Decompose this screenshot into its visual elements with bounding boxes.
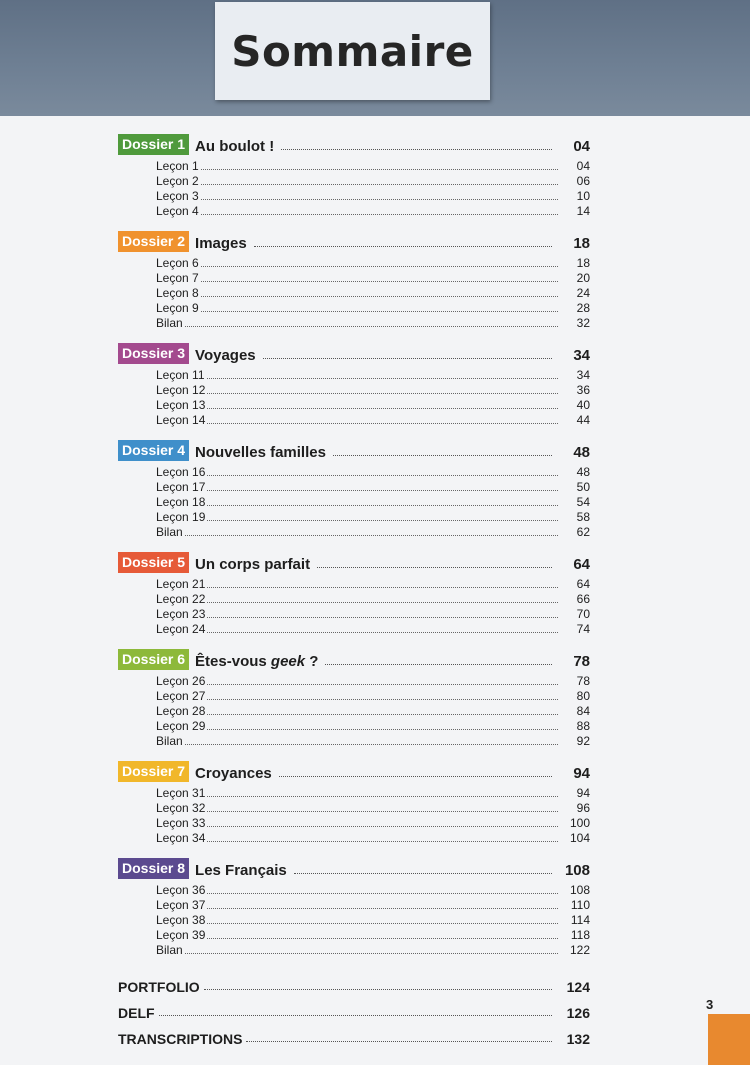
lesson-entry[interactable] — [156, 188, 590, 203]
dot-leader — [207, 938, 558, 939]
lesson-page-number: 110 — [570, 898, 590, 912]
lesson-name: Leçon 12 — [156, 383, 206, 397]
lesson-list — [118, 882, 590, 957]
lesson-page-number: 28 — [576, 301, 590, 315]
dossier-title: Un corps parfait — [195, 556, 311, 573]
lesson-entry[interactable] — [156, 733, 590, 748]
dossier-section — [118, 133, 590, 218]
dossier-title: Voyages — [195, 347, 256, 364]
lesson-page-number: 24 — [576, 286, 590, 300]
lesson-name: Leçon 4 — [156, 204, 199, 218]
lesson-page-number: 54 — [576, 495, 590, 509]
lesson-entry[interactable] — [156, 591, 590, 606]
lesson-name: Bilan — [156, 943, 183, 957]
dossier-section — [118, 760, 590, 845]
dot-leader — [185, 953, 558, 954]
dossier-title-part: Êtes-vous — [195, 653, 271, 670]
lesson-page-number: 58 — [576, 510, 590, 524]
lesson-page-number: 48 — [576, 465, 590, 479]
dot-leader — [207, 520, 558, 521]
dot-leader — [185, 326, 558, 327]
lesson-page-number: 108 — [569, 883, 590, 897]
dossier-badge: Dossier 4 — [118, 440, 189, 461]
dot-leader — [207, 796, 558, 797]
dossier-badge: Dossier 1 — [118, 134, 189, 155]
lesson-list — [118, 673, 590, 748]
lesson-page-number: 104 — [569, 831, 590, 845]
lesson-list — [118, 785, 590, 845]
lesson-name: Leçon 32 — [156, 801, 206, 815]
lesson-entry[interactable] — [156, 576, 590, 591]
lesson-name: Leçon 1 — [156, 159, 199, 173]
dossier-title-part: ? — [305, 653, 319, 670]
lesson-page-number: 20 — [576, 271, 590, 285]
dossier-badge: Dossier 8 — [118, 858, 189, 879]
dossier-title: Au boulot ! — [195, 138, 275, 155]
lesson-name: Leçon 26 — [156, 674, 206, 688]
dossier-title: Les Français — [195, 862, 287, 879]
lesson-page-number: 64 — [576, 577, 590, 591]
lesson-page-number: 74 — [576, 622, 590, 636]
lesson-entry[interactable] — [156, 173, 590, 188]
back-matter-page-number: 126 — [566, 1005, 590, 1021]
back-matter-entry[interactable] — [118, 995, 590, 1021]
lesson-page-number: 78 — [576, 674, 590, 688]
lesson-list — [118, 464, 590, 539]
dossier-page-number: 18 — [573, 235, 590, 252]
page-number: 3 — [706, 997, 714, 1012]
dot-leader — [325, 664, 552, 665]
dossier-page-number: 48 — [573, 444, 590, 461]
back-matter-label: PORTFOLIO — [118, 979, 200, 995]
lesson-name: Leçon 18 — [156, 495, 206, 509]
dot-leader — [333, 455, 552, 456]
dot-leader — [207, 729, 558, 730]
dot-leader — [207, 423, 558, 424]
lesson-name: Leçon 9 — [156, 301, 199, 315]
lesson-entry[interactable] — [156, 882, 590, 897]
dossier-section — [118, 439, 590, 539]
dot-leader — [207, 505, 558, 506]
lesson-entry[interactable] — [156, 494, 590, 509]
lesson-name: Leçon 17 — [156, 480, 206, 494]
lesson-name: Leçon 21 — [156, 577, 206, 591]
lesson-page-number: 100 — [569, 816, 590, 830]
lesson-entry[interactable] — [156, 927, 590, 942]
lesson-page-number: 40 — [576, 398, 590, 412]
dot-leader — [201, 169, 558, 170]
dossier-title — [195, 653, 321, 670]
lesson-page-number: 62 — [576, 525, 590, 539]
dossier-page-number: 108 — [564, 862, 590, 879]
dossier-page-number: 64 — [573, 556, 590, 573]
lesson-entry[interactable] — [156, 300, 590, 315]
dot-leader — [201, 184, 558, 185]
back-matter-entry[interactable] — [118, 969, 590, 995]
dot-leader — [204, 989, 552, 990]
lesson-page-number: 88 — [576, 719, 590, 733]
dot-leader — [207, 811, 558, 812]
dot-leader — [207, 602, 558, 603]
dossier-title-emphasis: geek — [270, 653, 306, 670]
dot-leader — [279, 776, 552, 777]
lesson-page-number: 50 — [576, 480, 590, 494]
lesson-page-number: 66 — [576, 592, 590, 606]
dot-leader — [281, 149, 552, 150]
dossier-badge: Dossier 5 — [118, 552, 189, 573]
table-of-contents — [118, 133, 590, 1047]
lesson-entry[interactable] — [156, 942, 590, 957]
lesson-list — [118, 158, 590, 218]
lesson-page-number: 122 — [569, 943, 590, 957]
lesson-page-number: 118 — [570, 928, 590, 942]
back-matter-label: TRANSCRIPTIONS — [118, 1031, 243, 1047]
lesson-entry[interactable] — [156, 464, 590, 479]
dot-leader — [263, 358, 552, 359]
dossier-heading[interactable] — [118, 342, 590, 364]
page-title: Sommaire — [231, 26, 474, 76]
back-matter-page-number: 124 — [566, 979, 590, 995]
lesson-name: Leçon 14 — [156, 413, 206, 427]
dossier-badge: Dossier 7 — [118, 761, 189, 782]
lesson-page-number: 114 — [570, 913, 590, 927]
lesson-entry[interactable] — [156, 912, 590, 927]
dossier-title: Nouvelles familles — [195, 444, 326, 461]
lesson-name: Leçon 13 — [156, 398, 206, 412]
lesson-page-number: 06 — [576, 174, 590, 188]
dossier-section — [118, 551, 590, 636]
dot-leader — [246, 1041, 552, 1042]
lesson-entry[interactable] — [156, 606, 590, 621]
lesson-page-number: 44 — [576, 413, 590, 427]
lesson-page-number: 04 — [576, 159, 590, 173]
lesson-page-number: 14 — [576, 204, 590, 218]
lesson-name: Leçon 39 — [156, 928, 206, 942]
dot-leader — [207, 617, 558, 618]
dot-leader — [207, 714, 558, 715]
lesson-name: Leçon 22 — [156, 592, 206, 606]
lesson-page-number: 84 — [576, 704, 590, 718]
dot-leader — [201, 266, 558, 267]
lesson-entry[interactable] — [156, 397, 590, 412]
dossier-title: Croyances — [195, 765, 272, 782]
lesson-entry[interactable] — [156, 270, 590, 285]
lesson-page-number: 96 — [576, 801, 590, 815]
dot-leader — [207, 923, 558, 924]
lesson-name: Leçon 2 — [156, 174, 199, 188]
back-matter-label: DELF — [118, 1005, 155, 1021]
lesson-name: Leçon 28 — [156, 704, 206, 718]
dot-leader — [207, 632, 558, 633]
lesson-entry[interactable] — [156, 479, 590, 494]
dossier-badge: Dossier 6 — [118, 649, 189, 670]
lesson-name: Leçon 3 — [156, 189, 199, 203]
lesson-name: Bilan — [156, 316, 183, 330]
back-matter-entry[interactable] — [118, 1021, 590, 1047]
dot-leader — [207, 408, 558, 409]
dossier-badge: Dossier 3 — [118, 343, 189, 364]
dossier-section — [118, 648, 590, 748]
dot-leader — [207, 378, 559, 379]
dot-leader — [185, 535, 558, 536]
lesson-page-number: 34 — [576, 368, 590, 382]
lesson-name: Leçon 34 — [156, 831, 206, 845]
lesson-name: Leçon 24 — [156, 622, 206, 636]
dossier-section — [118, 230, 590, 330]
dossier-heading[interactable] — [118, 439, 590, 461]
lesson-name: Bilan — [156, 734, 183, 748]
lesson-name: Leçon 36 — [156, 883, 206, 897]
lesson-page-number: 70 — [576, 607, 590, 621]
dot-leader — [207, 893, 558, 894]
lesson-entry[interactable] — [156, 255, 590, 270]
lesson-entry[interactable] — [156, 285, 590, 300]
dossier-heading[interactable] — [118, 133, 590, 155]
lesson-name: Leçon 6 — [156, 256, 199, 270]
lesson-name: Leçon 23 — [156, 607, 206, 621]
lesson-name: Leçon 29 — [156, 719, 206, 733]
dot-leader — [201, 199, 558, 200]
lesson-entry[interactable] — [156, 158, 590, 173]
lesson-name: Leçon 11 — [156, 368, 205, 382]
lesson-name: Leçon 8 — [156, 286, 199, 300]
dossier-page-number: 94 — [573, 765, 590, 782]
dot-leader — [254, 246, 552, 247]
lesson-page-number: 94 — [576, 786, 590, 800]
dot-leader — [185, 744, 558, 745]
dot-leader — [207, 908, 558, 909]
lesson-entry[interactable] — [156, 412, 590, 427]
lesson-entry[interactable] — [156, 673, 590, 688]
dossier-title: Images — [195, 235, 247, 252]
lesson-page-number: 92 — [576, 734, 590, 748]
dossier-heading[interactable] — [118, 857, 590, 879]
dossier-heading[interactable] — [118, 760, 590, 782]
lesson-page-number: 80 — [576, 689, 590, 703]
dossier-page-number: 78 — [573, 653, 590, 670]
back-matter-list — [118, 969, 590, 1047]
dossier-page-number: 34 — [573, 347, 590, 364]
dot-leader — [159, 1015, 552, 1016]
lesson-entry[interactable] — [156, 718, 590, 733]
lesson-page-number: 36 — [576, 383, 590, 397]
lesson-entry[interactable] — [156, 800, 590, 815]
dot-leader — [201, 296, 558, 297]
lesson-name: Bilan — [156, 525, 183, 539]
lesson-entry[interactable] — [156, 382, 590, 397]
lesson-entry[interactable] — [156, 203, 590, 218]
lesson-name: Leçon 37 — [156, 898, 206, 912]
lesson-entry[interactable] — [156, 830, 590, 845]
lesson-entry[interactable] — [156, 815, 590, 830]
title-card — [215, 2, 490, 100]
lesson-name: Leçon 27 — [156, 689, 206, 703]
dot-leader — [207, 393, 558, 394]
dot-leader — [207, 587, 558, 588]
lesson-entry[interactable] — [156, 524, 590, 539]
lesson-list — [118, 255, 590, 330]
dot-leader — [201, 311, 558, 312]
dossier-list — [118, 133, 590, 957]
dossier-page-number: 04 — [573, 138, 590, 155]
lesson-page-number: 32 — [576, 316, 590, 330]
lesson-entry[interactable] — [156, 315, 590, 330]
dossier-heading[interactable] — [118, 230, 590, 252]
dot-leader — [207, 490, 558, 491]
dot-leader — [317, 567, 552, 568]
dossier-section — [118, 342, 590, 427]
lesson-page-number: 18 — [576, 256, 590, 270]
back-matter-page-number: 132 — [566, 1031, 590, 1047]
lesson-name: Leçon 31 — [156, 786, 206, 800]
lesson-name: Leçon 38 — [156, 913, 206, 927]
lesson-name: Leçon 7 — [156, 271, 199, 285]
dot-leader — [207, 841, 558, 842]
lesson-list — [118, 576, 590, 636]
dossier-heading[interactable] — [118, 648, 590, 670]
lesson-name: Leçon 16 — [156, 465, 206, 479]
lesson-entry[interactable] — [156, 897, 590, 912]
dot-leader — [207, 699, 558, 700]
dossier-badge: Dossier 2 — [118, 231, 189, 252]
lesson-entry[interactable] — [156, 785, 590, 800]
lesson-entry[interactable] — [156, 367, 590, 382]
dossier-section — [118, 857, 590, 957]
dot-leader — [294, 873, 552, 874]
dot-leader — [207, 826, 558, 827]
dot-leader — [201, 281, 558, 282]
dossier-heading[interactable] — [118, 551, 590, 573]
lesson-list — [118, 367, 590, 427]
orange-tab — [708, 1014, 750, 1065]
lesson-name: Leçon 33 — [156, 816, 206, 830]
dot-leader — [201, 214, 558, 215]
lesson-page-number: 10 — [576, 189, 590, 203]
lesson-name: Leçon 19 — [156, 510, 206, 524]
lesson-entry[interactable] — [156, 621, 590, 636]
dot-leader — [207, 684, 558, 685]
lesson-entry[interactable] — [156, 509, 590, 524]
dot-leader — [207, 475, 558, 476]
lesson-entry[interactable] — [156, 688, 590, 703]
lesson-entry[interactable] — [156, 703, 590, 718]
